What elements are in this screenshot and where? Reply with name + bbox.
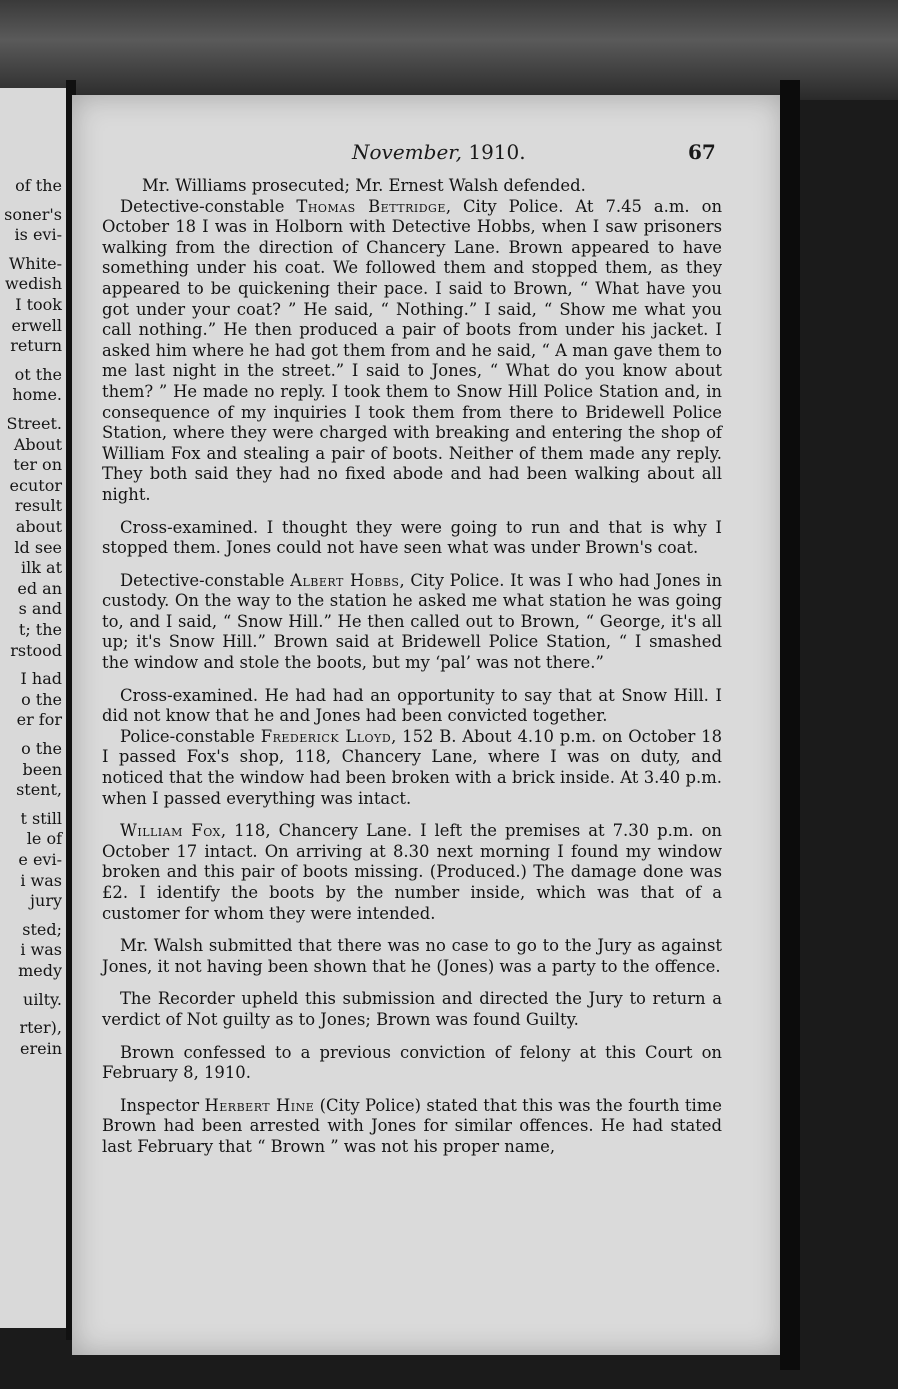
facing-page-line: sted;: [22, 919, 62, 939]
paragraph-walsh-submission: Mr. Walsh submitted that there was no case to go to the Jury as against Jones, it not having been shown that he (Jones) was a party to the offence.: [102, 936, 722, 976]
facing-page-line: ld see: [14, 537, 62, 557]
facing-page-line: stent,: [16, 780, 62, 800]
facing-page-line: about: [15, 517, 62, 536]
facing-page-line: er for: [16, 710, 62, 730]
facing-page-line: been: [22, 759, 62, 779]
paragraph-cross-examined-1: Cross-examined. I thought they were going to run and that is why I stopped them. Jones could not have seen what was under Brown's coat.: [102, 517, 722, 558]
facing-page-line: is evi-: [14, 225, 62, 245]
paragraph-lloyd-testimony: Police-constable Frederick Lloyd, 152 B. About 4.10 p.m. on October 18 I passed Fox's shop, 118, Chancery Lane, where I was on duty, and noticed that the window had been broken with a brick inside. At 3.40 p.m. when I passed everything was intact.: [102, 726, 722, 808]
facing-page-line: wedish: [4, 274, 62, 294]
facing-page-line: About: [13, 434, 62, 454]
facing-page-line: home.: [12, 385, 62, 405]
facing-page-line: ed an: [17, 578, 62, 598]
witness-name: William Fox: [120, 821, 221, 841]
facing-page-line: I had: [20, 669, 62, 689]
facing-page-line: i was: [20, 870, 62, 890]
page-number: 67: [688, 140, 716, 164]
running-head-month: November,: [352, 140, 462, 164]
facing-page-line: rter),: [19, 1018, 62, 1038]
paragraph-previous-conviction: Brown confessed to a previous conviction of felony at this Court on February 8, 1910.: [102, 1042, 722, 1083]
paragraph-hine-statement: Inspector Herbert Hine (City Police) stated that this was the fourth time Brown had been arrested with Jones for similar offences. He had stated last February that “ Brown ” was not his proper name,: [102, 1095, 722, 1156]
facing-page-line: I took: [15, 295, 62, 314]
facing-page-line: result: [14, 496, 62, 516]
facing-page-line: ot the: [14, 364, 62, 384]
facing-page-line: jury: [30, 891, 62, 911]
facing-page-line: erwell: [11, 315, 62, 335]
facing-page-line: o the: [21, 689, 62, 709]
facing-page-fragment: [0, 88, 66, 1328]
facing-page-line: White-: [8, 253, 62, 273]
facing-page-line: t; the: [18, 620, 62, 639]
paragraph-hobbs-testimony: Detective-constable Albert Hobbs, City Police. It was I who had Jones in custody. On the way to the station he asked me what station he was going to, and I said, “ Snow Hill.” He then called out to Brown, “ George, it's all up; it's Snow Hill.” Brown said at Bridewell Police Station, “ I smashed the window and stole the boots, but my ‘pal’ was not there.”: [102, 570, 722, 673]
witness-name: Herbert Hine: [204, 1095, 315, 1115]
facing-page-line: Street.: [6, 414, 62, 433]
facing-page-line: ter on: [13, 455, 62, 475]
body-text: [102, 176, 722, 1158]
witness-name: Frederick Lloyd: [260, 726, 392, 746]
facing-page-line: rstood: [10, 640, 62, 660]
facing-page-line: t still: [20, 808, 62, 828]
paragraph-cross-examined-2: Cross-examined. He had had an opportunity to say that at Snow Hill. I did not know that he and Jones had been convicted together.: [102, 685, 722, 726]
facing-page-line: medy: [18, 961, 62, 980]
running-head-year: 1910.: [468, 140, 526, 164]
facing-page-line: uilty.: [23, 989, 62, 1009]
facing-page-line: of the: [15, 176, 62, 195]
facing-page-line: return: [10, 336, 62, 356]
facing-page-line: erein: [19, 1038, 62, 1058]
witness-name: Thomas Bettridge: [296, 196, 446, 216]
facing-page-line: le of: [26, 829, 62, 849]
facing-page-line: o the: [21, 739, 62, 758]
paragraph-recorder-verdict: The Recorder upheld this submission and directed the Jury to return a verdict of Not guilty as to Jones; Brown was found Guilty.: [102, 989, 722, 1029]
facing-page-line: soner's: [4, 204, 62, 224]
scan-background: [0, 0, 898, 100]
facing-page-line: ilk at: [21, 558, 62, 578]
witness-name: Albert Hobbs: [290, 570, 400, 590]
facing-page-line: e evi-: [18, 850, 62, 869]
facing-page-line: ecutor: [9, 475, 62, 495]
facing-page-line: i was: [20, 940, 62, 960]
paragraph-counsel: Mr. Williams prosecuted; Mr. Ernest Walsh defended.: [142, 176, 586, 195]
page-edge-shadow: [780, 80, 800, 1370]
facing-page-line: s and: [18, 599, 62, 619]
running-head: [352, 140, 526, 164]
paragraph-fox-testimony: William Fox, 118, Chancery Lane. I left the premises at 7.30 p.m. on October 17 intact. On arriving at 8.30 next morning I found my window broken and this pair of boots missing. (Produced.) The damage done was £2. I identify the boots by the number inside, which was that of a customer for whom they were intended.: [102, 821, 722, 923]
paragraph-bettridge-testimony: Detective-constable Thomas Bettridge, City Police. At 7.45 a.m. on October 18 I was in Holborn with Detective Hobbs, when I saw prisoners walking from the direction of Chancery Lane. Brown appeared to have something under his coat. We followed them and stopped them, as they appeared to be quickening their pace. I said to Brown, “ What have you got under your coat? ” He said, “ Nothing.” I said, “ Show me what you call nothing.” He then produced a pair of boots from under his jacket. I asked him where he had got them from and he said, “ A man gave them to me last night in the street.” I said to Jones, “ What do you know about them? ” He made no reply. I took them to Snow Hill Police Station and, in consequence of my inquiries I took them from there to Bridewell Police Station, where they were charged with breaking and entering the shop of William Fox and stealing a pair of boots. Neither of them made any reply. They both said they had no fixed abode and had been walking about all night.: [102, 196, 722, 504]
